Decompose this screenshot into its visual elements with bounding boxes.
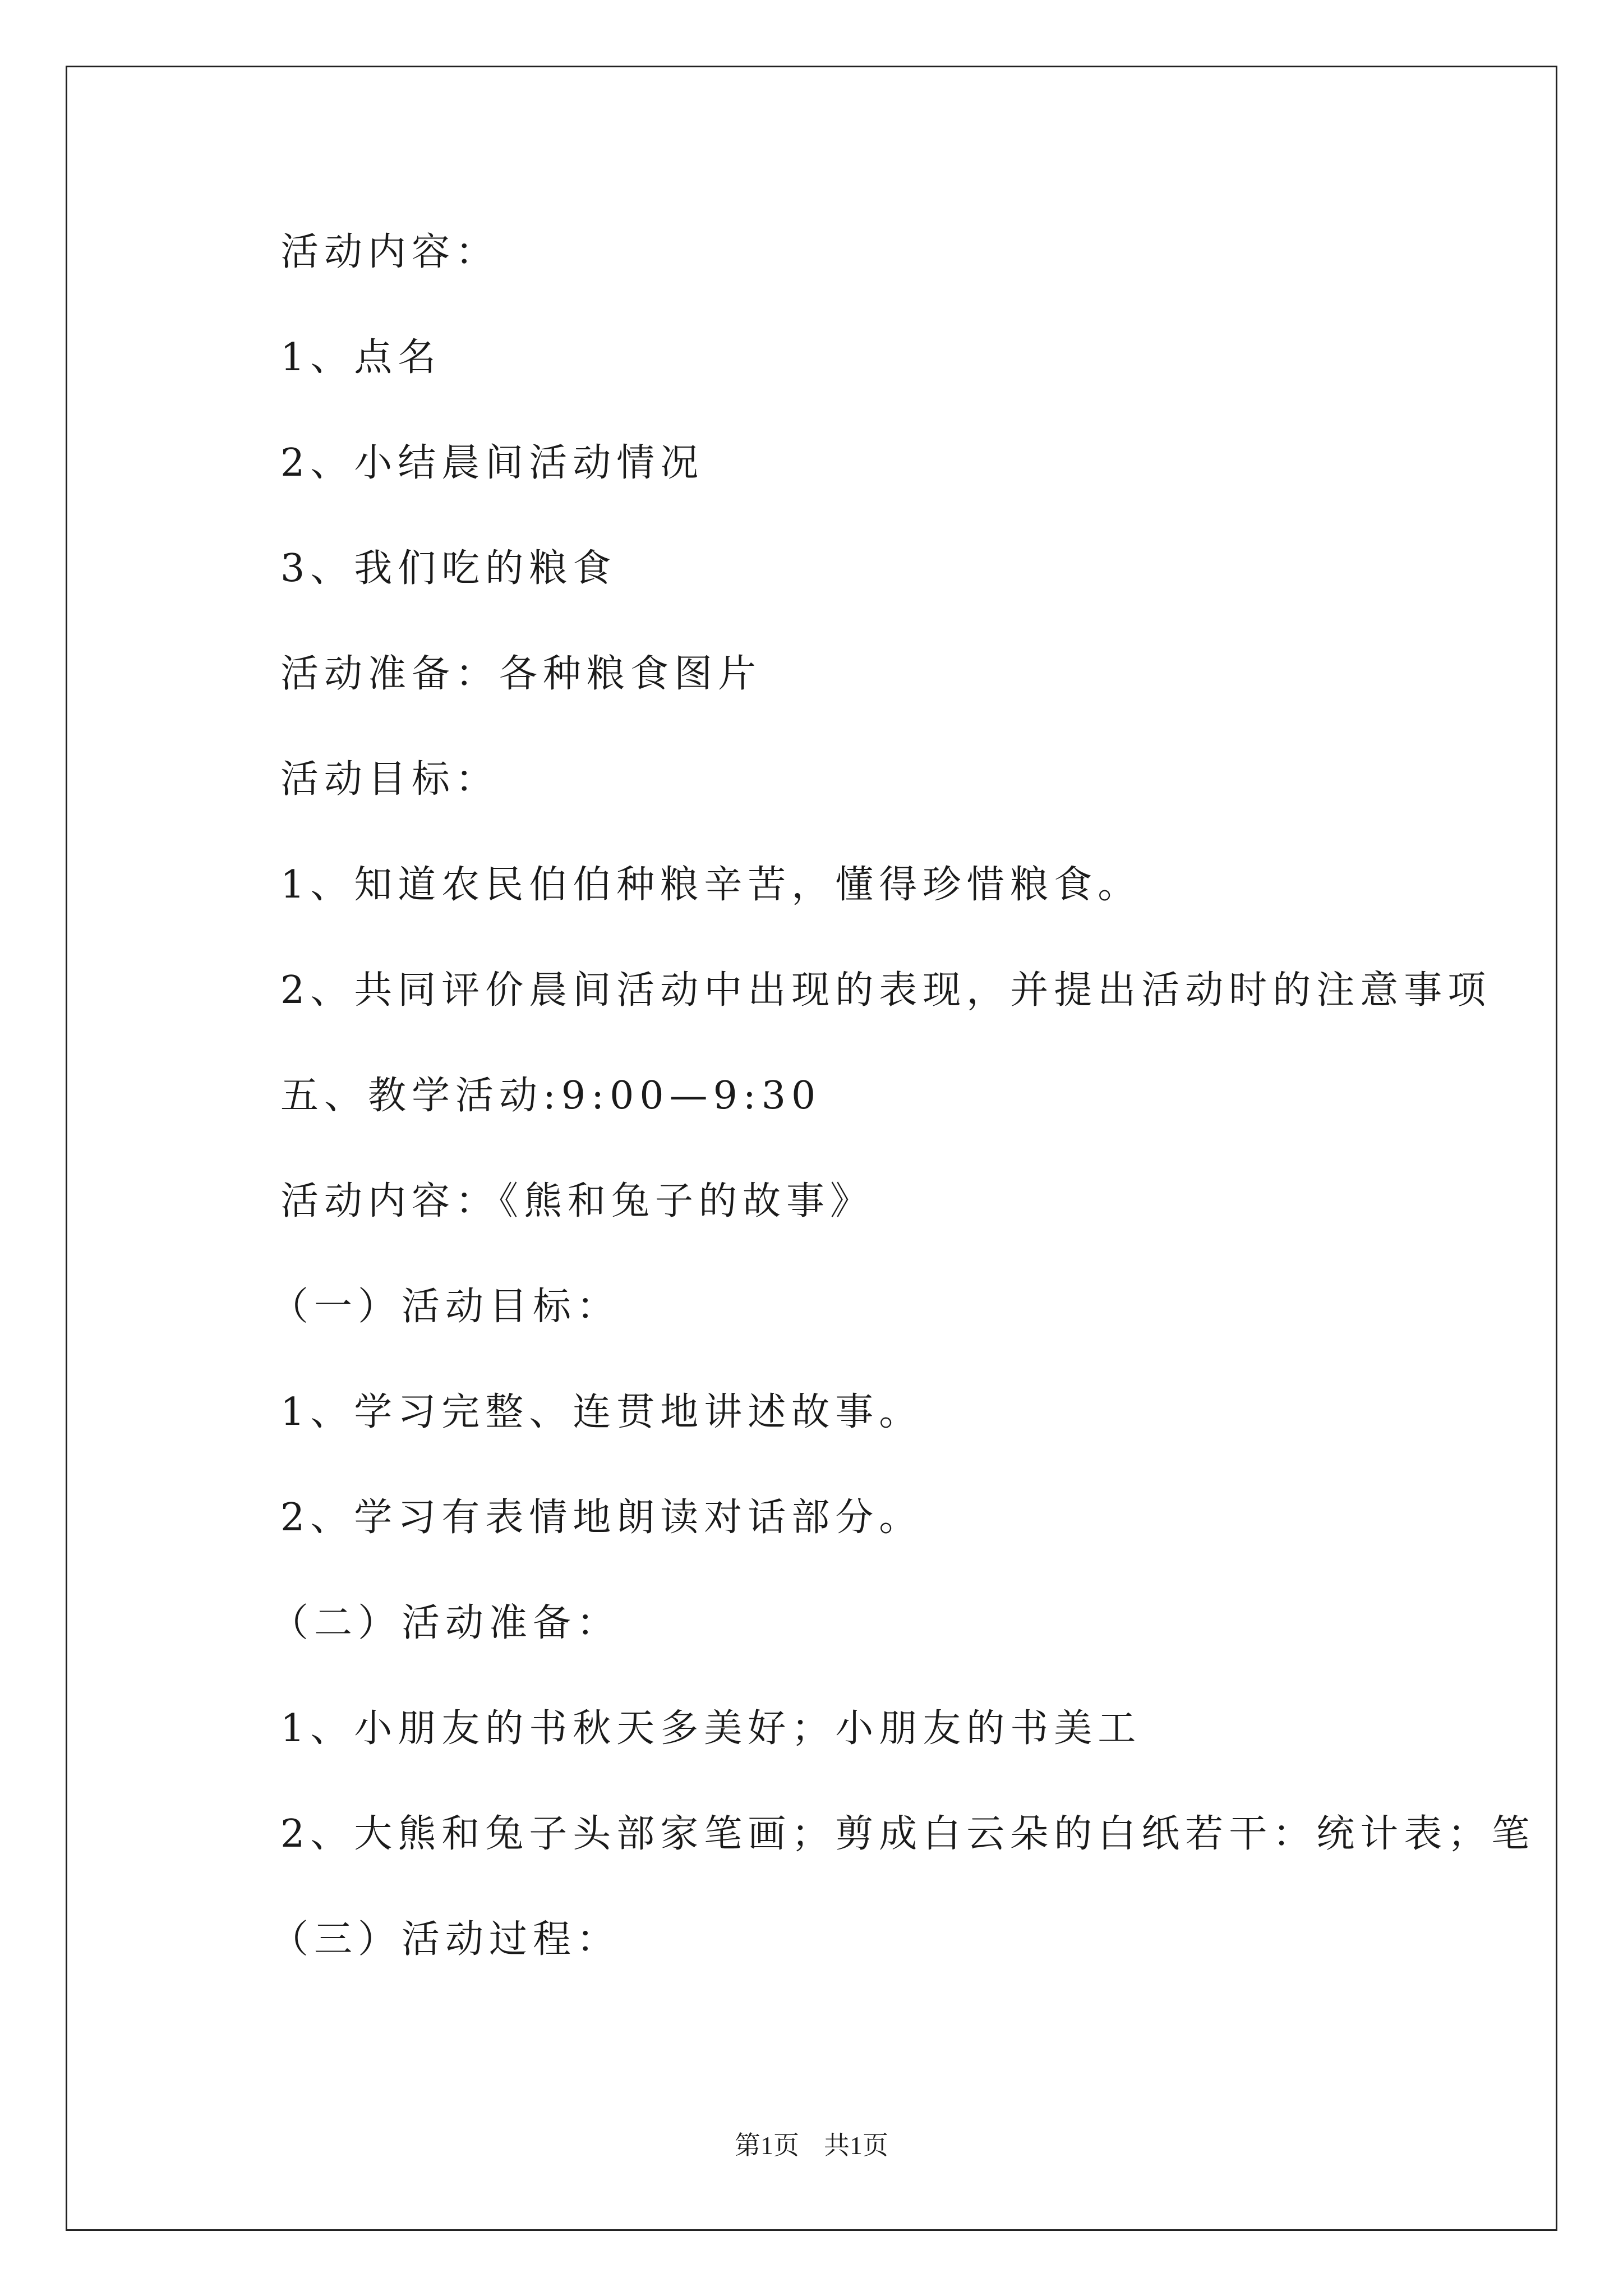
- subheading-activity-goals: （一）活动目标：: [270, 1285, 621, 1329]
- page-number-total: 共1页: [824, 2131, 888, 2160]
- list-item-roll-call: 1、点名: [280, 335, 442, 380]
- list-item-story-goal-1: 1、学习完整、连贯地讲述故事。: [280, 1390, 923, 1434]
- list-item-preparation-1: 1、小朋友的书秋天多美好；小朋友的书美工: [280, 1706, 1142, 1751]
- list-item-morning-summary: 2、小结晨间活动情况: [280, 441, 704, 485]
- page-footer: [0, 2130, 1623, 2161]
- subheading-activity-process: （三）活动过程：: [270, 1917, 621, 1962]
- page-border: [66, 66, 1557, 2231]
- section-heading-activity-goals: 活动目标：: [280, 757, 500, 802]
- list-item-preparation-2: 2、大熊和兔子头部家笔画；剪成白云朵的白纸若干：统计表；笔: [280, 1812, 1536, 1856]
- activity-preparation-line: 活动准备：各种粮食图片: [280, 652, 762, 696]
- list-item-story-goal-2: 2、学习有表情地朗读对话部分。: [280, 1496, 923, 1540]
- list-item-our-food: 3、我们吃的粮食: [280, 546, 617, 591]
- subheading-activity-preparation: （二）活动准备：: [270, 1601, 621, 1645]
- section-heading-activity-content: 活动内容：: [280, 230, 500, 274]
- page-number-current: 第1页: [735, 2131, 799, 2160]
- activity-content-story: 活动内容：《熊和兔子的故事》: [280, 1179, 874, 1223]
- list-item-goal-2: 2、共同评价晨间活动中出现的表现，并提出活动时的注意事项: [280, 968, 1492, 1013]
- section-heading-teaching-activity: 五、教学活动:9:00—9:30: [280, 1074, 822, 1118]
- list-item-goal-1: 1、知道农民伯伯种粮辛苦，懂得珍惜粮食。: [280, 863, 1142, 907]
